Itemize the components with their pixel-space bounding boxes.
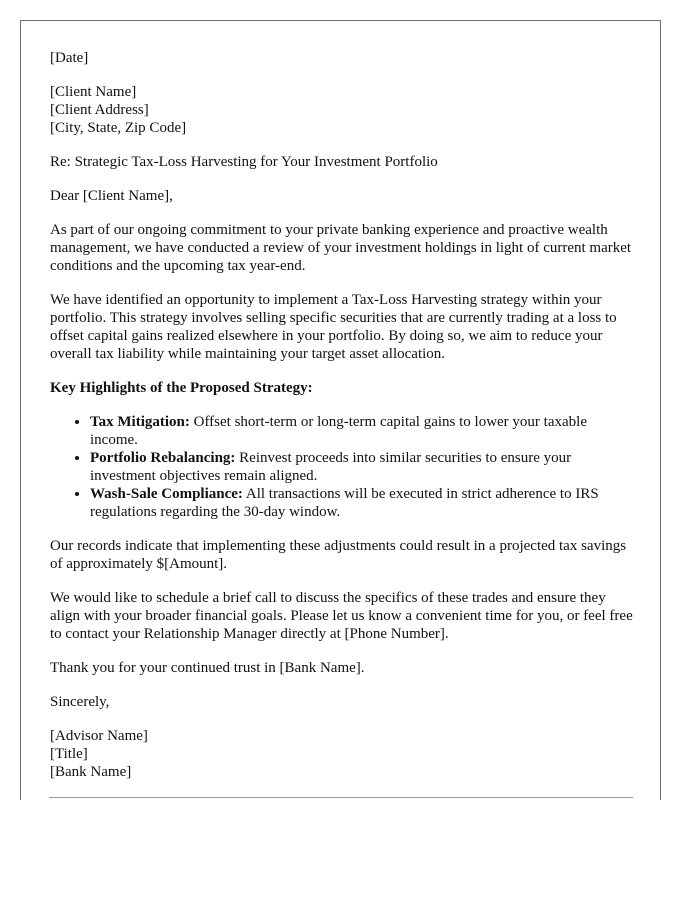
letter-content — [50, 49, 634, 781]
letter-signoff: Sincerely, — [50, 694, 110, 710]
letter-frame — [20, 20, 661, 800]
highlight-term: Portfolio Rebalancing: — [90, 450, 236, 466]
letter-date: [Date] — [50, 50, 89, 66]
strategy-paragraph: We have identified an opportunity to implement a Tax-Loss Harvesting strategy within your portfolio. This strategy involves selling specific securities that are currently trading at a loss to offset capital gains realized elsewhere in your portfolio. By doing so, we aim to reduce your overall tax liability while maintaining your target asset allocation. — [50, 292, 617, 362]
footer-divider — [49, 797, 633, 798]
highlights-list — [50, 413, 634, 521]
letter-salutation: Dear [Client Name], — [50, 188, 173, 204]
letter-subject: Re: Strategic Tax-Loss Harvesting for Your Investment Portfolio — [50, 154, 438, 170]
highlight-text: Offset short-term or long-term capital gains to lower your taxable income. — [90, 414, 587, 448]
call-paragraph: We would like to schedule a brief call to discuss the specifics of these trades and ensure they align with your broader financial goals. Please let us know a convenient time for you, or feel free to contact your Relationship Manager directly at [Phone Number]. — [50, 590, 633, 642]
highlights-heading: Key Highlights of the Proposed Strategy: — [50, 380, 313, 396]
highlight-wash-sale-compliance — [90, 485, 634, 521]
highlight-term: Wash-Sale Compliance: — [90, 486, 243, 502]
highlight-portfolio-rebalancing — [90, 449, 634, 485]
client-city-state-zip: [City, State, Zip Code] — [50, 120, 187, 136]
client-address: [Client Address] — [50, 102, 149, 118]
client-name: [Client Name] — [50, 84, 137, 100]
client-address-block — [50, 83, 634, 137]
highlight-text: Reinvest proceeds into similar securities to ensure your investment objectives remain aligned. — [90, 450, 572, 484]
highlight-text: All transactions will be executed in strict adherence to IRS regulations regarding the 30-day window. — [90, 486, 599, 520]
savings-paragraph: Our records indicate that implementing these adjustments could result in a projected tax savings of approximately $[Amount]. — [50, 538, 627, 572]
highlight-term: Tax Mitigation: — [90, 414, 190, 430]
advisor-name: [Advisor Name] — [50, 728, 148, 744]
signature-block — [50, 727, 634, 781]
advisor-title: [Title] — [50, 746, 88, 762]
thank-you-paragraph: Thank you for your continued trust in [Bank Name]. — [50, 660, 365, 676]
highlight-tax-mitigation — [90, 413, 634, 449]
intro-paragraph: As part of our ongoing commitment to your private banking experience and proactive wealth management, we have conducted a review of your investment holdings in light of current market conditions and the upcoming tax year-end. — [50, 222, 632, 274]
bank-name: [Bank Name] — [50, 764, 132, 780]
